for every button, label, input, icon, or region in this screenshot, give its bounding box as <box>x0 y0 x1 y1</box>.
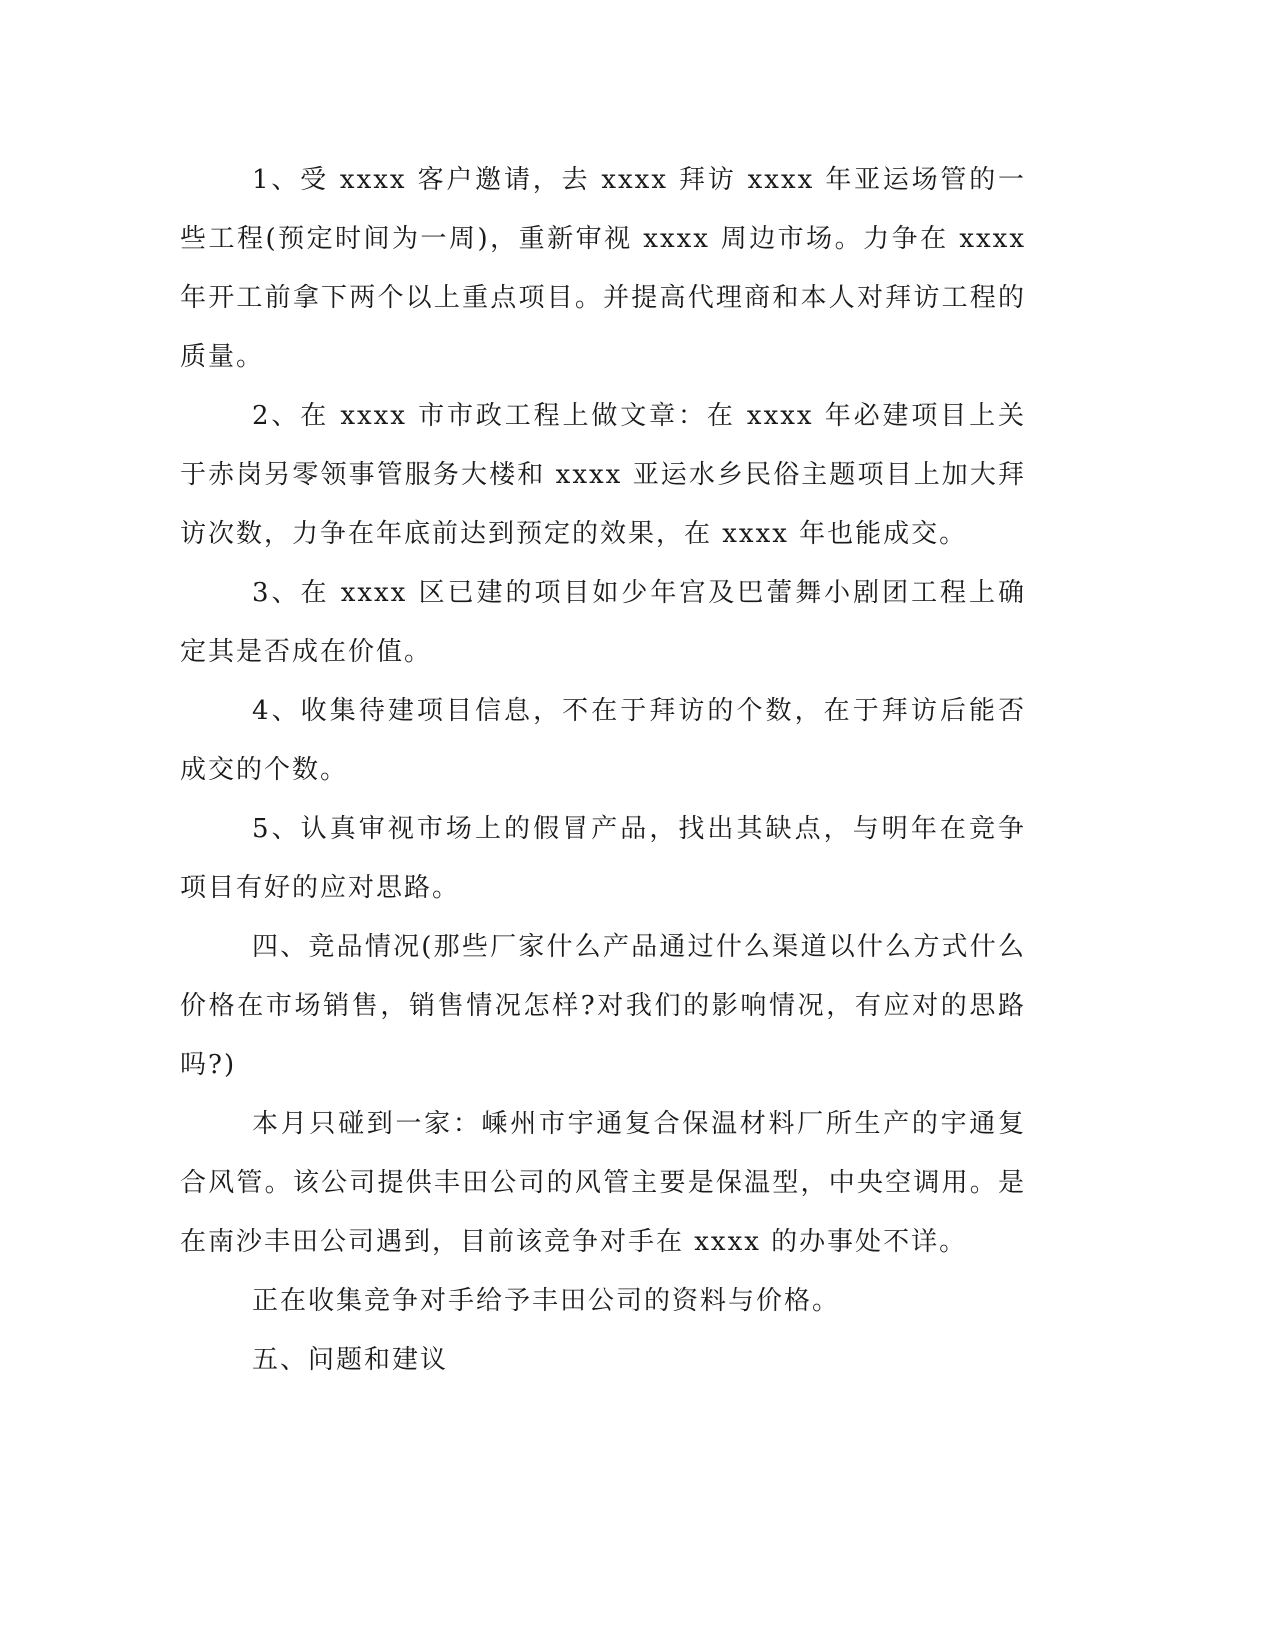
section-heading-competitors: 四、竞品情况(那些厂家什么产品通过什么渠道以什么方式什么价格在市场销售，销售情况怎样?对我们的影响情况，有应对的思路吗?) <box>180 932 1026 1080</box>
paragraph-counterfeit-review: 5、认真审视市场上的假冒产品，找出其缺点，与明年在竞争项目有好的应对思路。 <box>180 814 1026 903</box>
paragraph-built-projects: 3、在 xxxx 区已建的项目如少年宫及巴蕾舞小剧团工程上确定其是否成在价值。 <box>180 578 1026 667</box>
paragraph-collecting-info: 正在收集竞争对手给予丰田公司的资料与价格。 <box>252 1286 841 1316</box>
paragraph-project-info: 4、收集待建项目信息，不在于拜访的个数，在于拜访后能否成交的个数。 <box>180 696 1026 785</box>
section-heading-issues: 五、问题和建议 <box>252 1345 449 1375</box>
paragraph-municipal-projects: 2、在 xxxx 市市政工程上做文章：在 xxxx 年必建项目上关于赤岗另零领事管服务大楼和 xxxx 亚运水乡民俗主题项目上加大拜访次数，力争在年底前达到预定的效果，在 xxxx 年也能成交。 <box>180 401 1026 549</box>
paragraph-competitor-found: 本月只碰到一家：嵊州市宇通复合保温材料厂所生产的宇通复合风管。该公司提供丰田公司的风管主要是保温型，中央空调用。是在南沙丰田公司遇到，目前该竞争对手在 xxxx 的办事处不详。 <box>180 1109 1026 1257</box>
document-body <box>180 151 1026 1390</box>
paragraph-visit-plan: 1、受 xxxx 客户邀请，去 xxxx 拜访 xxxx 年亚运场管的一些工程(预定时间为一周)，重新审视 xxxx 周边市场。力争在 xxxx 年开工前拿下两个以上重点项目。并提高代理商和本人对拜访工程的质量。 <box>180 165 1026 372</box>
